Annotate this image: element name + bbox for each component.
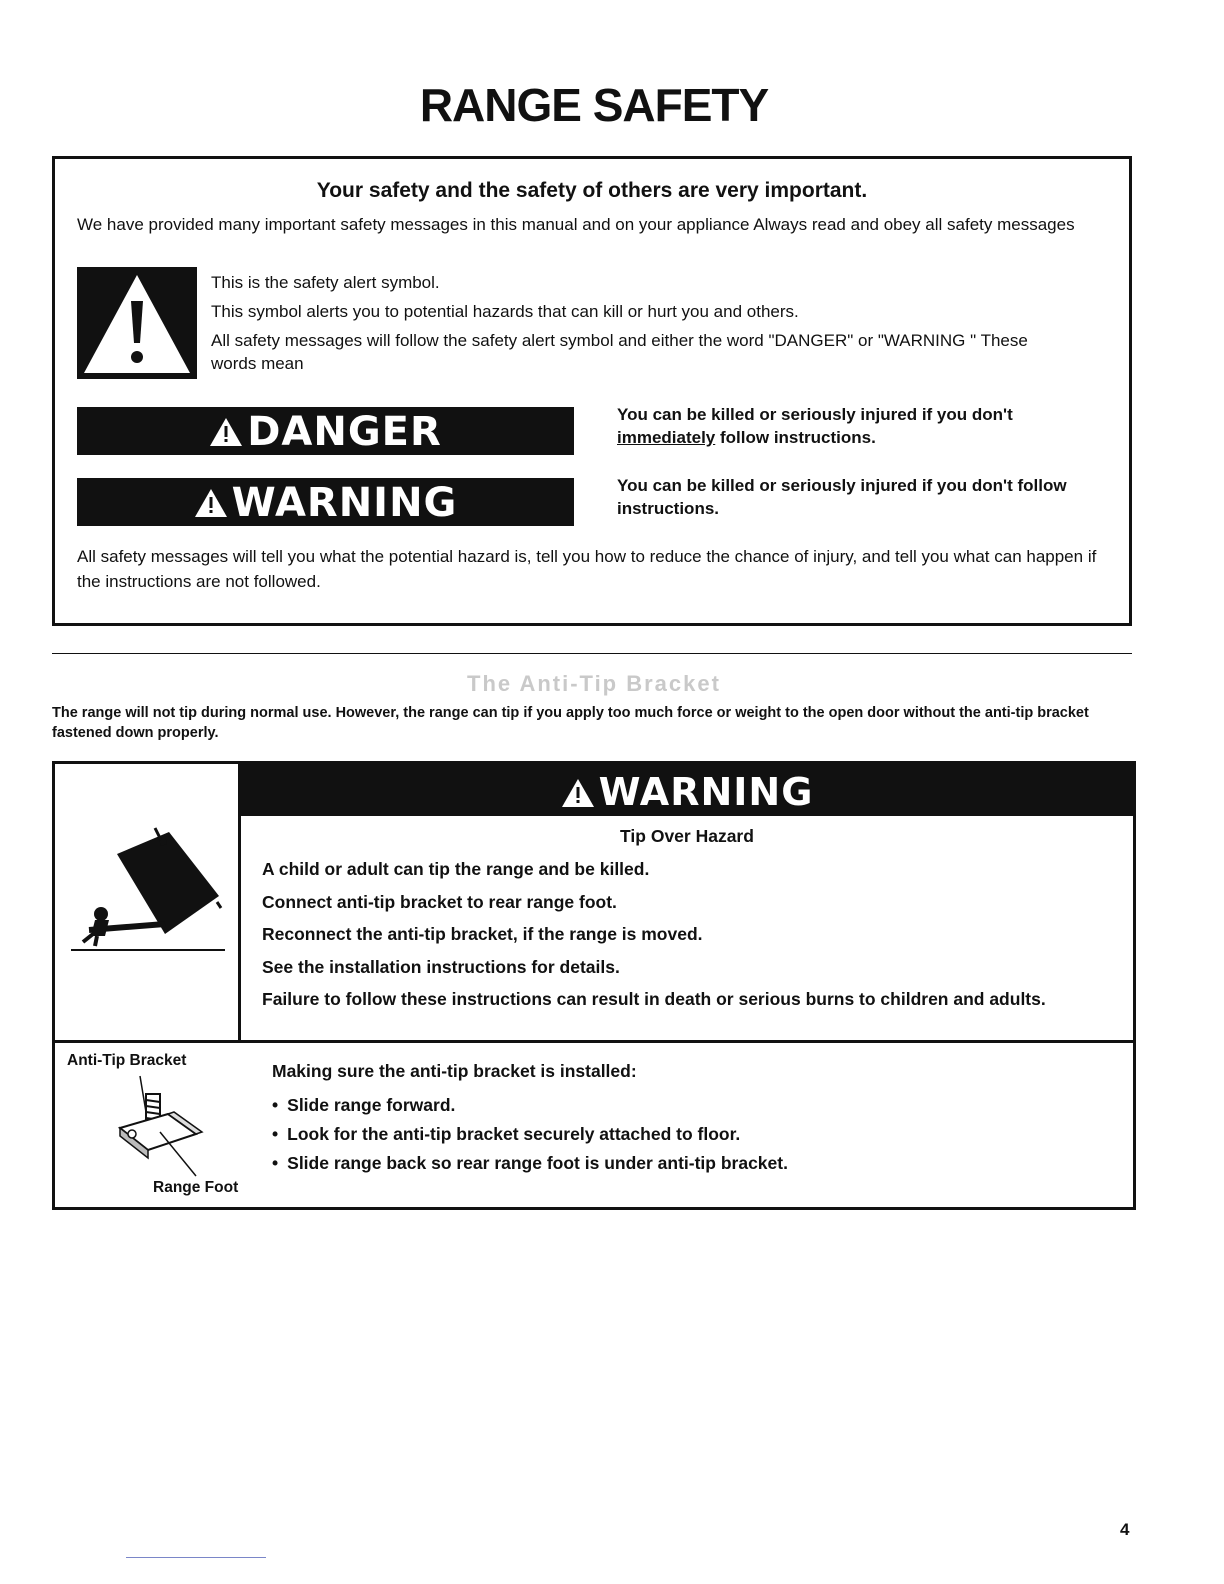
danger-label: DANGER bbox=[247, 409, 442, 455]
danger-meaning-emphasis: immediately bbox=[617, 428, 716, 447]
list-item: • Slide range back so rear range foot is under anti-tip bracket. bbox=[272, 1149, 1112, 1178]
warning-label: WARNING bbox=[231, 480, 458, 526]
hazard-line: Failure to follow these instructions can result in death or serious burns to children and adults. bbox=[262, 989, 1046, 1009]
alert-line: This is the safety alert symbol. bbox=[211, 273, 440, 292]
safety-alert-symbol-icon bbox=[77, 267, 197, 379]
hazard-line: A child or adult can tip the range and be killed. bbox=[262, 859, 650, 879]
safety-box-closing: All safety messages will tell you what the potential hazard is, tell you how to reduce the chance of injury, and tell you what can happen if the instructions are not followed. bbox=[77, 547, 1097, 591]
hazard-line: Reconnect the anti-tip bracket, if the range is moved. bbox=[262, 924, 703, 944]
tip-illustration-cell bbox=[55, 764, 241, 1040]
section-heading: The Anti-Tip Bracket bbox=[467, 671, 721, 696]
section-divider bbox=[52, 653, 1132, 654]
section-intro: The range will not tip during normal use. However, the range can tip if you apply too much force or weight to the open door without the anti-tip bracket fastened down properly. bbox=[52, 705, 1089, 741]
hazard-title: Tip Over Hazard bbox=[620, 826, 754, 846]
hazard-line: See the installation instructions for details. bbox=[262, 956, 620, 977]
warning-triangle-icon bbox=[209, 409, 243, 459]
range-foot-label: Range Foot bbox=[153, 1179, 239, 1196]
footer-rule bbox=[126, 1557, 266, 1558]
alert-line: All safety messages will follow the safety alert symbol and either the word "DANGER" or "WARNING " These words mean bbox=[211, 331, 1028, 373]
list-item: • Slide range forward. bbox=[272, 1091, 1112, 1120]
tip-warning-label: WARNING bbox=[598, 770, 814, 814]
list-item: • Look for the anti-tip bracket securely attached to floor. bbox=[272, 1120, 1112, 1149]
safety-box-heading: Your safety and the safety of others are very important. bbox=[316, 179, 868, 202]
install-check-heading: Making sure the anti-tip bracket is installed: bbox=[272, 1061, 637, 1081]
tip-warning-signal-word bbox=[241, 764, 1133, 816]
hazard-line: Connect anti-tip bracket to rear range foot. bbox=[262, 891, 617, 912]
install-check-list bbox=[272, 1091, 1112, 1178]
tip-over-warning-box bbox=[52, 761, 1136, 1210]
page-title: RANGE SAFETY bbox=[419, 79, 769, 131]
box-divider bbox=[55, 1040, 1133, 1043]
tipping-range-icon bbox=[69, 824, 229, 959]
danger-meaning-b: follow instructions. bbox=[720, 428, 876, 447]
safety-box-intro: We have provided many important safety messages in this manual and on your appliance Always read and obey all safety messages bbox=[77, 215, 1075, 234]
warning-meaning: You can be killed or seriously injured if you don't follow instructions. bbox=[617, 476, 1067, 518]
warning-triangle-icon bbox=[194, 480, 228, 530]
danger-meaning-a: You can be killed or seriously injured if you don't bbox=[617, 405, 1013, 424]
danger-meaning bbox=[617, 403, 1107, 449]
anti-tip-bracket-icon bbox=[110, 1072, 230, 1187]
safety-intro-box bbox=[52, 156, 1132, 626]
page-number: 4 bbox=[1120, 1520, 1130, 1539]
hazard-instructions bbox=[262, 858, 1112, 1021]
danger-signal-word bbox=[77, 407, 574, 455]
alert-symbol-explanation bbox=[211, 271, 1071, 381]
warning-triangle-icon bbox=[561, 767, 595, 823]
alert-line: This symbol alerts you to potential hazards that can kill or hurt you and others. bbox=[211, 302, 799, 321]
anti-tip-bracket-label: Anti-Tip Bracket bbox=[67, 1052, 187, 1069]
warning-signal-word bbox=[77, 478, 574, 526]
